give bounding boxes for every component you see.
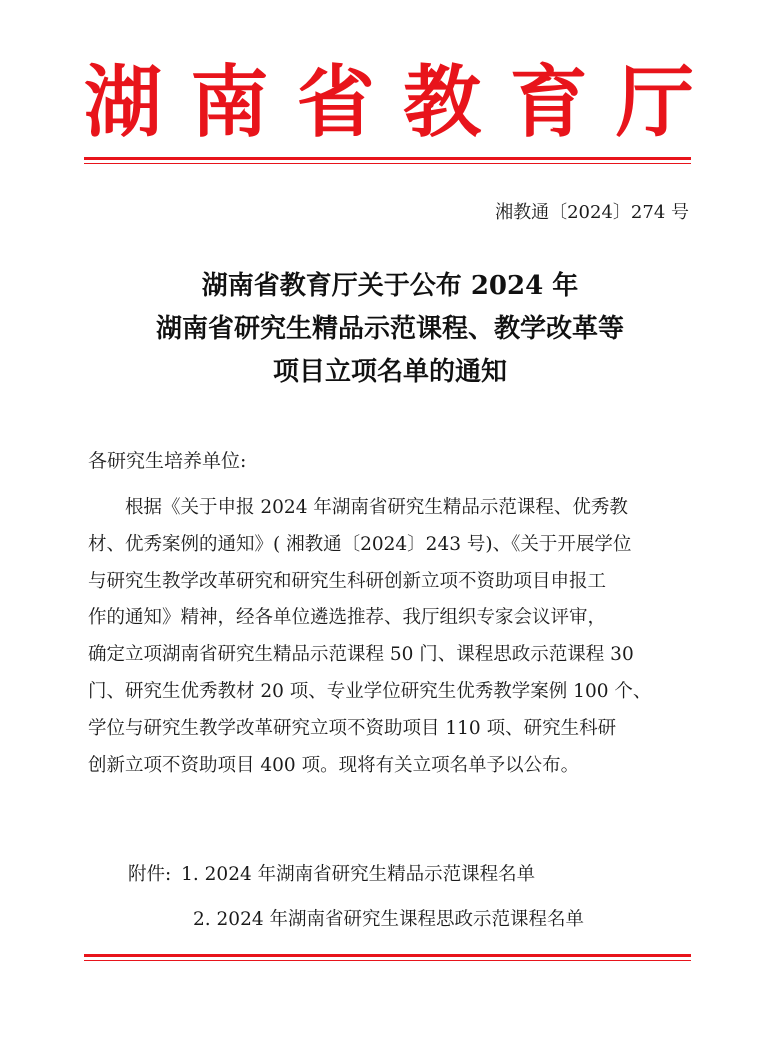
attachment-label: 附件: [128,864,172,885]
attachment-row [193,905,584,931]
footer-divider-thin [84,960,691,961]
title-line: 湖南省教育厅关于公布 2024 年 [201,271,579,301]
body-line: 创新立项不资助项目 400 项。现将有关立项名单予以公布。 [88,754,580,776]
letterhead-char: 育 [509,57,588,148]
body-line: 门、研究生优秀教材 20 项、专业学位研究生优秀教学案例 100 个、 [88,680,652,702]
letterhead-char: 教 [403,57,482,148]
footer-divider-thick [84,954,691,957]
body-paragraph [88,490,693,784]
letterhead-title [84,58,694,148]
document-number: 湘教通〔2024〕274 号 [495,202,689,223]
header-divider-thick [84,157,691,160]
letterhead-char: 厅 [615,57,694,148]
title-line: 项目立项名单的通知 [272,357,507,387]
title-line: 湖南省研究生精品示范课程、教学改革等 [155,314,624,344]
document-title [80,265,700,394]
attachment-item: 1. 2024 年湖南省研究生精品示范课程名单 [181,864,536,885]
body-line: 根据《关于申报 2024 年湖南省研究生精品示范课程、优秀教 [125,497,628,518]
letterhead-char: 省 [296,57,375,148]
letterhead-char: 湖 [84,57,163,148]
body-line: 材、优秀案例的通知》( 湘教通〔2024〕243 号)、《关于开展学位 [88,533,632,555]
attachment-item: 2. 2024 年湖南省研究生课程思政示范课程名单 [193,909,584,930]
header-divider-thin [84,163,691,164]
attachment-row [128,860,535,886]
salutation: 各研究生培养单位: [88,450,247,472]
letterhead-char: 南 [190,57,269,148]
body-line: 学位与研究生教学改革研究立项不资助项目 110 项、研究生科研 [88,717,617,739]
body-line: 确定立项湖南省研究生精品示范课程 50 门、课程思政示范课程 30 [88,644,634,666]
body-line: 与研究生教学改革研究和研究生科研创新立项不资助项目申报工 [88,570,607,592]
body-line: 作的通知》精神，经各单位遴选推荐、我厅组织专家会议评审， [88,607,607,629]
